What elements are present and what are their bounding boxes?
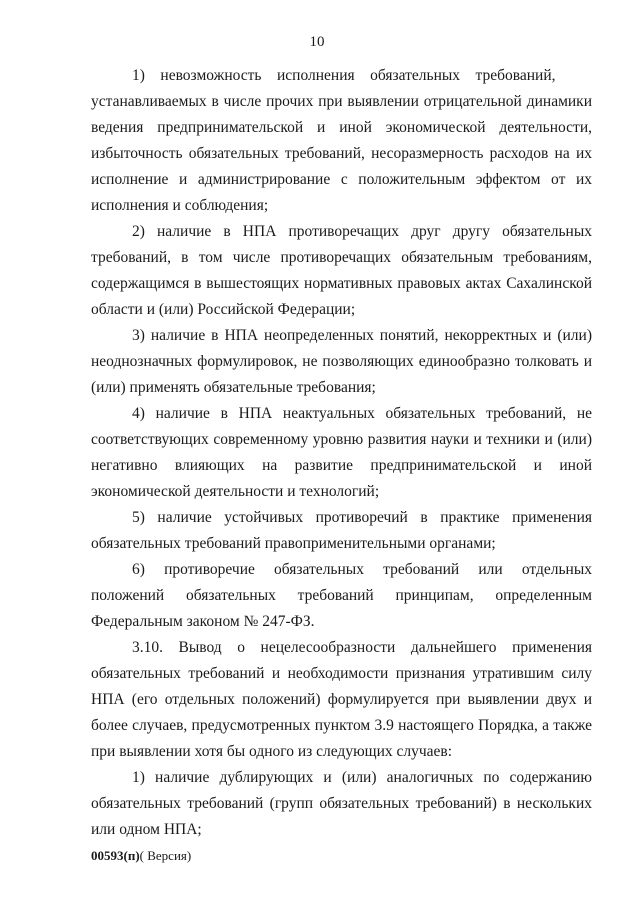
paragraph-subitem-1: 1) наличие дублирующих и (или) аналогичных по содержанию обязательных требований (групп обязательных требований) в нескольких или одном НПА; [91, 769, 592, 838]
document-footer [91, 848, 191, 864]
paragraph-item-2: 2) наличие в НПА противоречащих друг другу обязательных требований, в том числе противоречащих обязательным требованиям, содержащимся в вышестоящих нормативных правовых актах Сахалинской области и (или) Российской Федерации; [91, 223, 592, 318]
paragraph-item-4: 4) наличие в НПА неактуальных обязательных требований, не соответствующих современному уровню развития науки и техники и (или) негативно влияющих на развитие предпринимательской и иной экономической деятельности и технологий; [91, 405, 592, 500]
paragraph-item-1: 1) невозможность исполнения обязательных требований, устанавливаемых в числе прочих при выявлении отрицательной динамики ведения предпринимательской и иной экономической деятельности, избыточность обязательных требований, несоразмерность расходов на их исполнение и администрирование с положительным эффектом от их исполнения и соблюдения; [91, 67, 592, 214]
paragraph-item-5: 5) наличие устойчивых противоречий в практике применения обязательных требований правоприменительными органами; [91, 509, 592, 552]
paragraph-section-3-10: 3.10. Вывод о нецелесообразности дальнейшего применения обязательных требований и необходимости признания утратившим силу НПА (его отдельных положений) формулируется при выявлении двух и более случаев, предусмотренных пунктом 3.9 настоящего Порядка, а также при выявлении хотя бы одного из следующих случаев: [91, 639, 592, 760]
paragraph-item-6: 6) противоречие обязательных требований или отдельных положений обязательных требований принципам, определенным Федеральным законом № 247-ФЗ. [91, 561, 592, 630]
document-version: ( Версия) [139, 848, 192, 863]
document-body [91, 63, 592, 843]
page-number: 10 [309, 34, 325, 50]
paragraph-item-3: 3) наличие в НПА неопределенных понятий, некорректных и (или) неоднозначных формулировок, не позволяющих единообразно толковать и (или) применять обязательные требования; [91, 327, 592, 396]
document-code: 00593(п) [91, 848, 140, 863]
